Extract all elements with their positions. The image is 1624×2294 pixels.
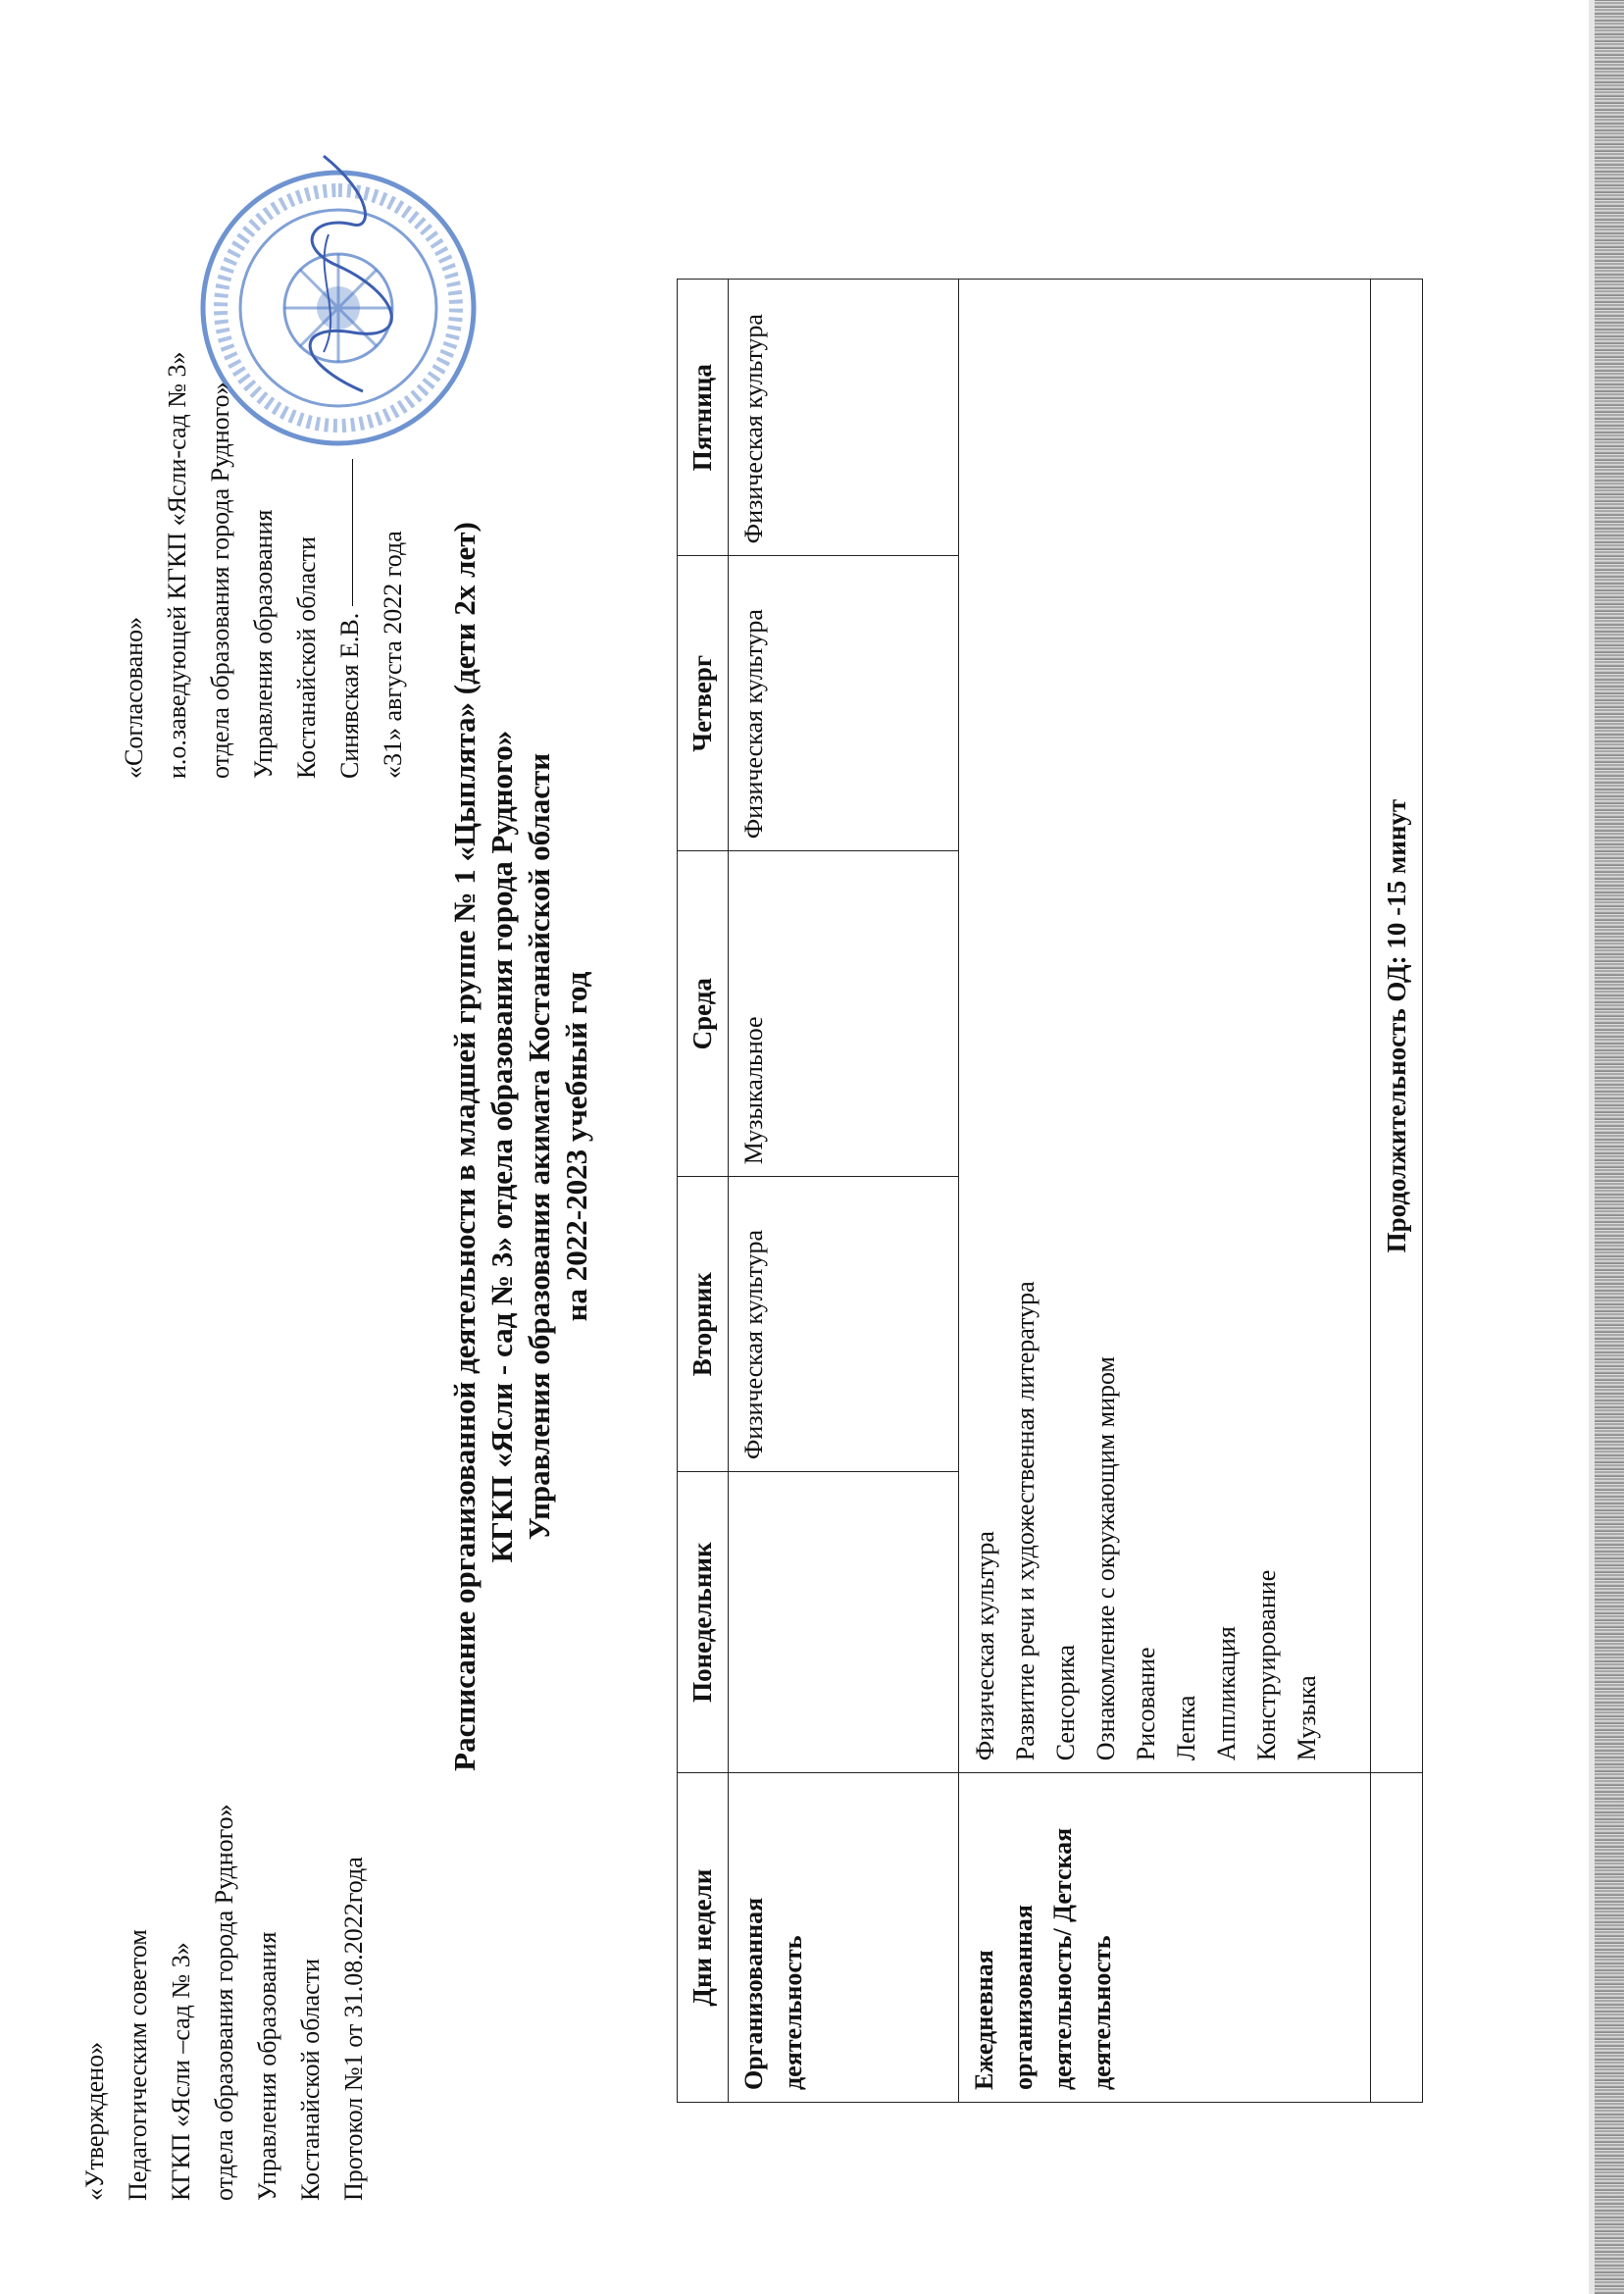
list-item: Музыка (1293, 1675, 1321, 1761)
approved-line: Протокол №1 от 31.08.2022года (339, 1857, 368, 2201)
schedule-table (677, 279, 1423, 2103)
header-tuesday: Вторник (678, 1177, 729, 1472)
agreed-line: и.о.заведующей КГКП «Ясли-сад № 3» (163, 351, 191, 779)
title-line: на 2022-2023 учебный год (559, 971, 593, 1322)
row-label-organized: Организованная деятельность (729, 1773, 959, 2103)
title-line: КГКП «Ясли - сад № 3» отдела образования города Рудного» (484, 730, 519, 1563)
approved-line: Управления образования (253, 1931, 281, 2201)
header-days: Дни недели (678, 1773, 729, 2103)
cell-wednesday: Музыкальное (729, 851, 959, 1177)
agreed-line: отдела образования города Рудного» (206, 382, 234, 779)
approved-block (74, 1804, 376, 2201)
header-wednesday: Среда (678, 851, 729, 1177)
agreed-line: Костанайской области (292, 536, 321, 779)
list-item: Развитие речи и художественная литература (1011, 1281, 1040, 1761)
cell-friday: Физическая культура (729, 280, 959, 556)
header-monday: Понедельник (678, 1472, 729, 1773)
duration-note: Продолжительность ОД: 10 -15 минут (1371, 280, 1423, 1773)
table-row-footer (1371, 280, 1423, 2103)
footer-blank-cell (1371, 1773, 1423, 2103)
title-line: Управления образования акимата Костанайской области (522, 752, 556, 1541)
list-item: Сенсорика (1051, 1644, 1080, 1761)
list-item: Рисование (1132, 1647, 1160, 1761)
title-line: Расписание организованной деятельности в младшей группе № 1 «Цыплята» (дети 2х лет) (447, 522, 482, 1771)
cell-tuesday: Физическая культура (729, 1177, 959, 1472)
cell-monday (729, 1472, 959, 1773)
agreed-signer: Синявская Е.В. (335, 612, 364, 779)
approved-line: Педагогическим советом (124, 1929, 152, 2201)
approved-line: КГКП «Ясли –сад № 3» (167, 1942, 195, 2201)
list-item: Конструирование (1252, 1569, 1281, 1761)
daily-activities-cell (959, 280, 1371, 1773)
table-row-organized (729, 280, 959, 2103)
agreed-date: «31» августа 2022 года (379, 531, 407, 779)
header-friday: Пятница (678, 280, 729, 556)
header-thursday: Четверг (678, 556, 729, 851)
approved-line: «Утверждено» (80, 2041, 109, 2201)
agreed-block (113, 351, 415, 779)
table-row-daily (959, 280, 1371, 2103)
agreed-signer-row (329, 351, 372, 779)
row-label-daily: Ежедневная организованная деятельность/ Детская деятельность (959, 1773, 1371, 2103)
list-item: Физическая культура (971, 1531, 999, 1761)
cell-thursday: Физическая культура (729, 556, 959, 851)
agreed-line: «Согласовано» (120, 616, 148, 779)
list-item: Лепка (1172, 1695, 1200, 1761)
approved-line: отдела образования города Рудного» (210, 1804, 238, 2201)
list-item: Ознакомление с окружающим миром (1091, 1355, 1120, 1761)
approved-line: Костанайской области (296, 1959, 325, 2201)
list-item: Аппликация (1212, 1626, 1241, 1761)
table-header-row (678, 280, 729, 2103)
agreed-line: Управления образования (249, 509, 278, 779)
signature-line (352, 459, 353, 606)
document-title (446, 215, 595, 2078)
